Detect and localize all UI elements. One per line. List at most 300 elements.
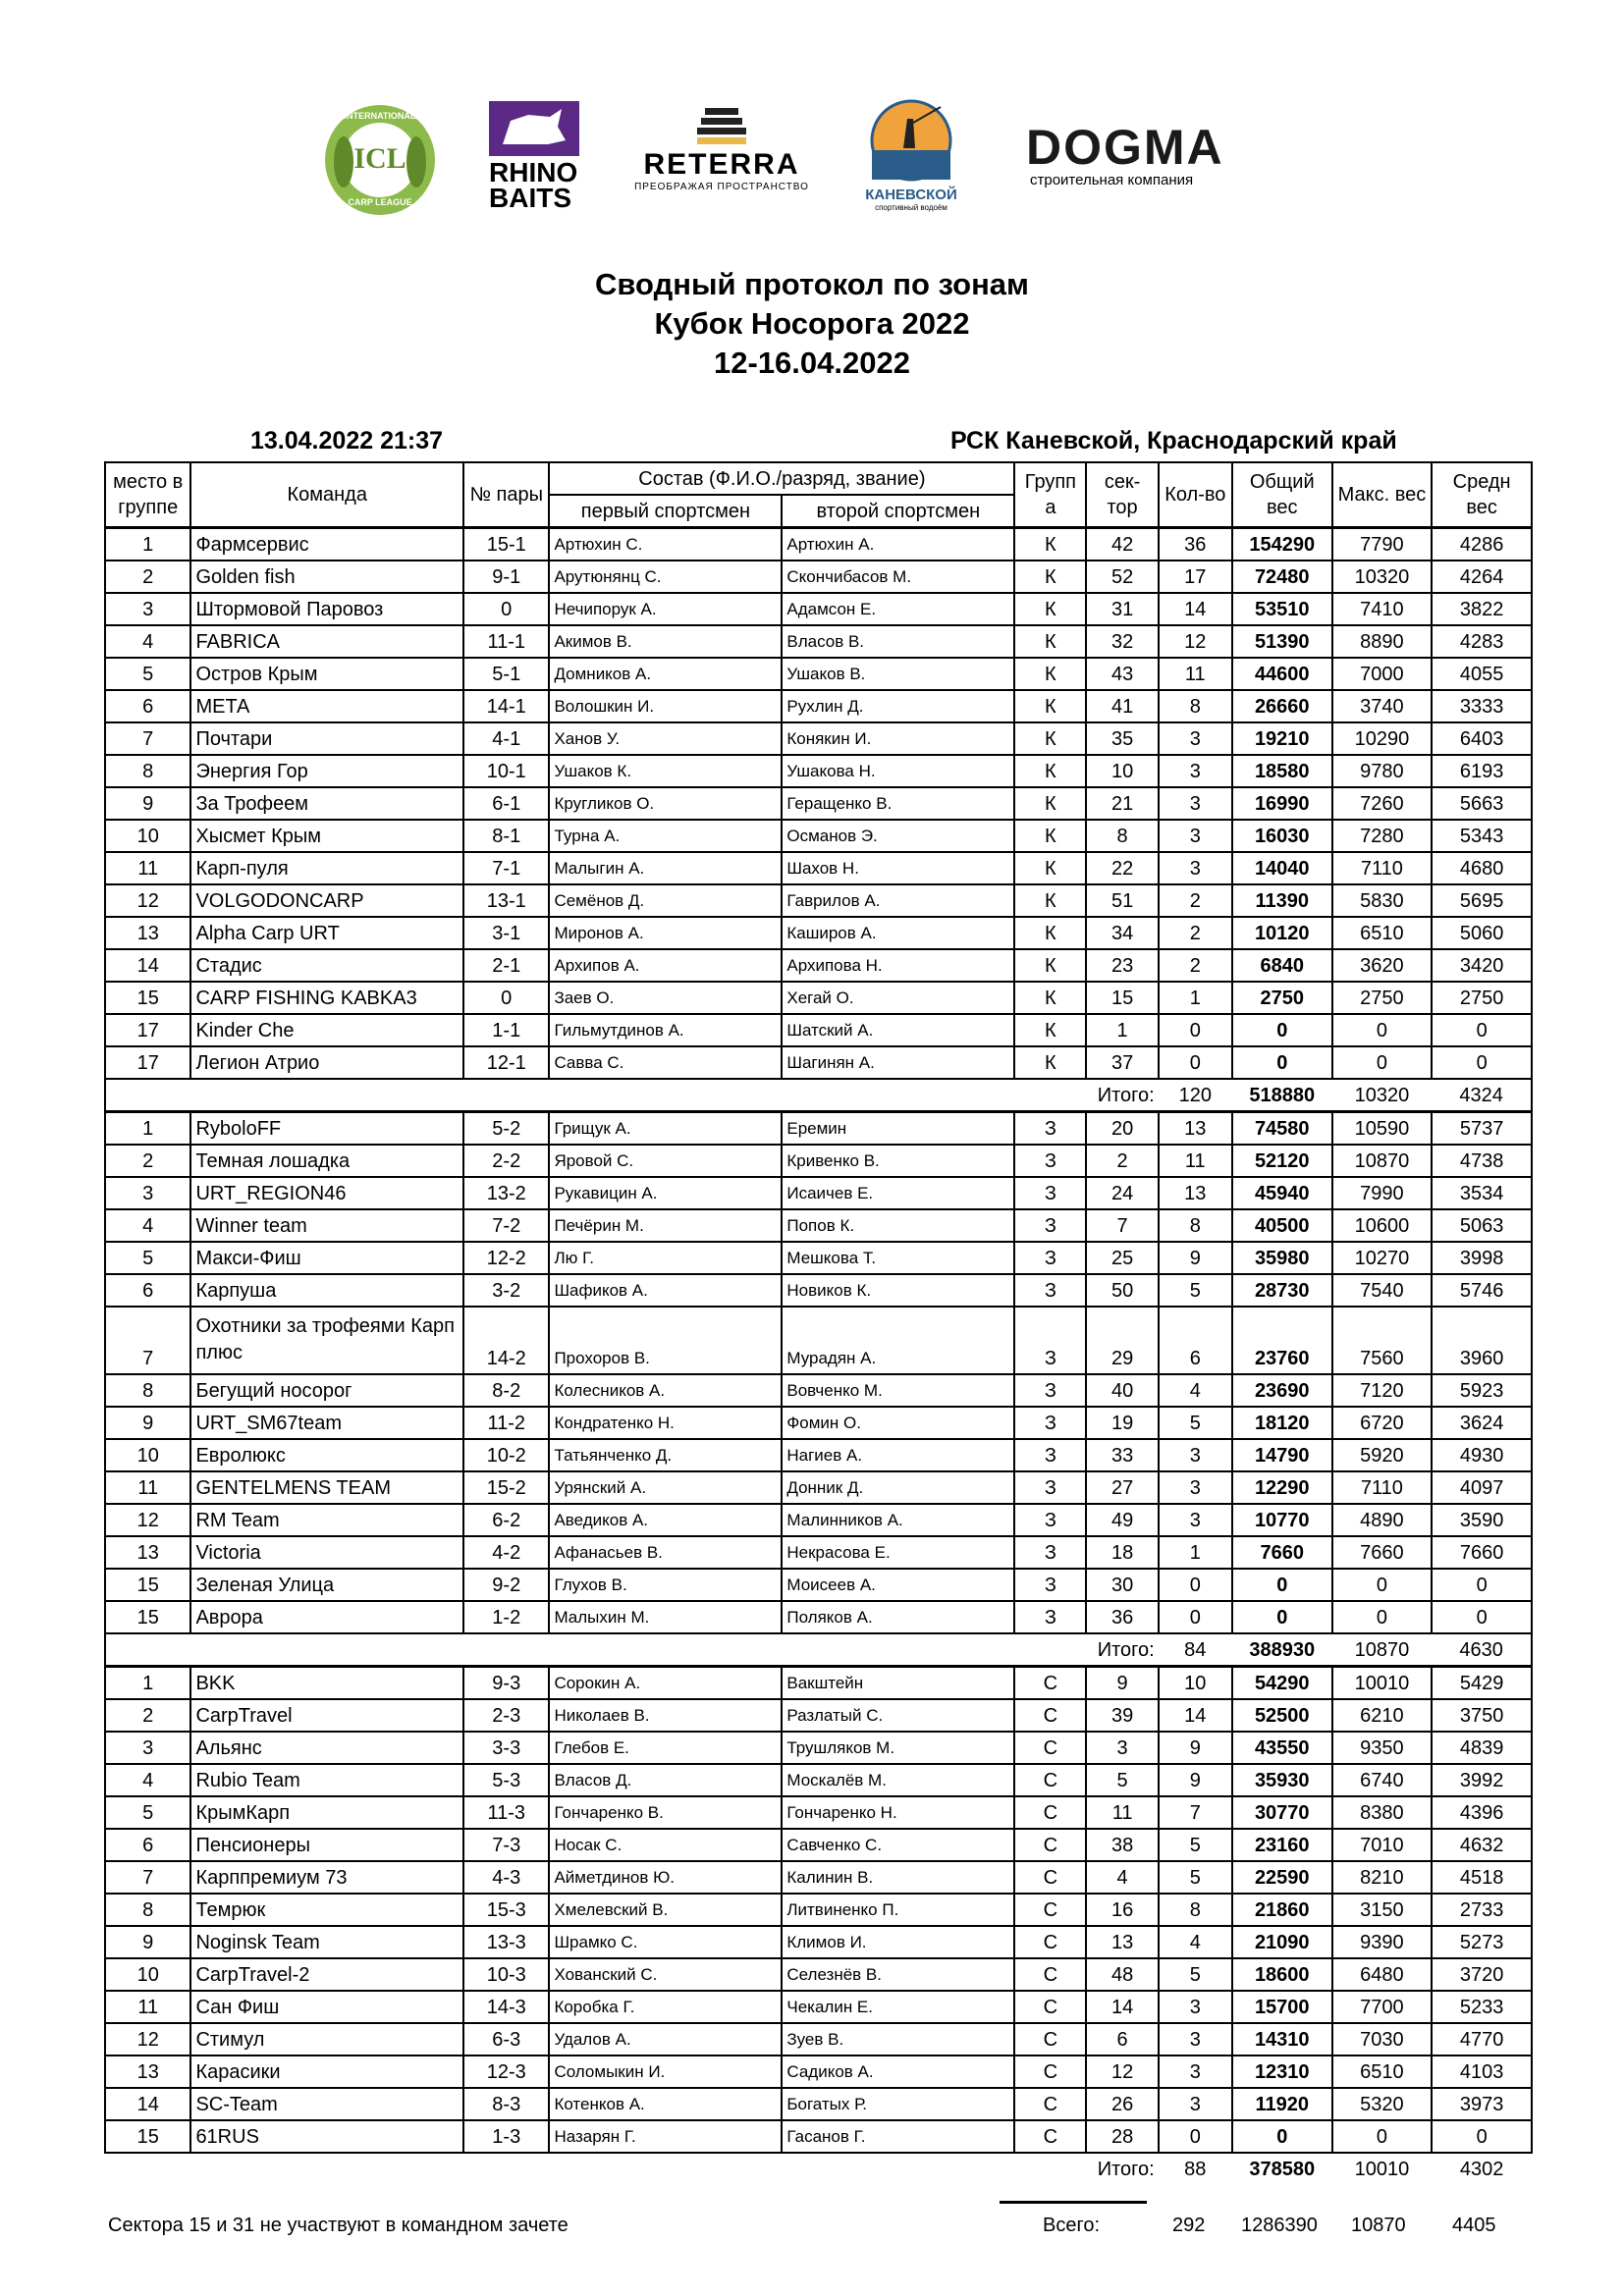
cell-max-weight: 6510 [1332,917,1433,949]
cell-pair: 7-2 [463,1209,549,1242]
cell-first-athlete: Шафиков А. [549,1274,782,1307]
cell-first-athlete: Аведиков А. [549,1504,782,1536]
cell-group: З [1014,1504,1086,1536]
cell-total-weight: 53510 [1232,593,1332,625]
table-row [105,1699,1532,1732]
cell-first-athlete: Удалов А. [549,2023,782,2056]
cell-total-weight: 35930 [1232,1764,1332,1796]
table-row [105,1764,1532,1796]
cell-group: К [1014,658,1086,690]
cell-max-weight: 8890 [1332,625,1433,658]
cell-first-athlete: Шрамко С. [549,1926,782,1958]
cell-first-athlete: Акимов В. [549,625,782,658]
cell-pair: 6-3 [463,2023,549,2056]
subtotal-label: Итого: [1086,1079,1158,1112]
cell-total-weight: 54290 [1232,1667,1332,1700]
cell-place: 4 [105,625,190,658]
cell-group: К [1014,561,1086,593]
cell-place: 8 [105,755,190,787]
cell-total-weight: 21860 [1232,1894,1332,1926]
cell-second-athlete: Конякин И. [782,722,1014,755]
cell-sector: 12 [1086,2056,1158,2088]
cell-pair: 3-3 [463,1732,549,1764]
rhino-baits-logo [489,101,582,214]
cell-count: 3 [1159,722,1232,755]
cell-first-athlete: Котенков А. [549,2088,782,2120]
header-total: Общий вес [1232,462,1332,528]
cell-total-weight: 18600 [1232,1958,1332,1991]
cell-first-athlete: Яровой С. [549,1145,782,1177]
table-row [105,1112,1532,1146]
cell-team: Карппремиум 73 [190,1861,463,1894]
cell-group: З [1014,1177,1086,1209]
cell-first-athlete: Сорокин А. [549,1667,782,1700]
cell-count: 10 [1159,1667,1232,1700]
cell-count: 3 [1159,1991,1232,2023]
subtotal-total: 388930 [1232,1633,1332,1667]
cell-second-athlete: Архипова Н. [782,949,1014,982]
cell-second-athlete: Малинников А. [782,1504,1014,1536]
cell-max-weight: 7110 [1332,852,1433,884]
cell-max-weight: 7280 [1332,820,1433,852]
cell-total-weight: 23160 [1232,1829,1332,1861]
cell-max-weight: 3150 [1332,1894,1433,1926]
cell-avg-weight: 5746 [1432,1274,1532,1307]
cell-team: RM Team [190,1504,463,1536]
cell-count: 4 [1159,1926,1232,1958]
cell-max-weight: 5920 [1332,1439,1433,1471]
cell-group: С [1014,2120,1086,2153]
cell-place: 17 [105,1046,190,1079]
cell-place: 7 [105,1861,190,1894]
cell-max-weight: 10590 [1332,1112,1433,1146]
cell-avg-weight: 7660 [1432,1536,1532,1569]
cell-sector: 34 [1086,917,1158,949]
cell-second-athlete: Чекалин Е. [782,1991,1014,2023]
cell-total-weight: 12290 [1232,1471,1332,1504]
cell-sector: 20 [1086,1112,1158,1146]
cell-group: С [1014,1958,1086,1991]
cell-team: SC-Team [190,2088,463,2120]
cell-pair: 4-2 [463,1536,549,1569]
cell-pair: 4-3 [463,1861,549,1894]
cell-sector: 42 [1086,528,1158,561]
table-row [105,2056,1532,2088]
cell-total-weight: 11920 [1232,2088,1332,2120]
cell-place: 1 [105,528,190,561]
cell-total-weight: 52120 [1232,1145,1332,1177]
cell-team: Остров Крым [190,658,463,690]
cell-second-athlete: Шатский А. [782,1014,1014,1046]
cell-team: Аврора [190,1601,463,1633]
cell-count: 3 [1159,1504,1232,1536]
cell-team: Макси-Фиш [190,1242,463,1274]
cell-group: З [1014,1471,1086,1504]
cell-team: Карпуша [190,1274,463,1307]
table-row [105,1796,1532,1829]
cell-max-weight: 0 [1332,1601,1433,1633]
cell-second-athlete: Адамсон Е. [782,593,1014,625]
cell-count: 3 [1159,2056,1232,2088]
cell-second-athlete: Разлатый С. [782,1699,1014,1732]
cell-pair: 2-1 [463,949,549,982]
cell-count: 0 [1159,1014,1232,1046]
cell-place: 13 [105,917,190,949]
cell-group: С [1014,2023,1086,2056]
cell-total-weight: 10120 [1232,917,1332,949]
table-row [105,1307,1532,1374]
cell-first-athlete: Рукавицин А. [549,1177,782,1209]
cell-group: С [1014,1991,1086,2023]
cell-place: 3 [105,1177,190,1209]
cell-avg-weight: 5923 [1432,1374,1532,1407]
cell-group: З [1014,1112,1086,1146]
grand-total-count: 292 [1172,2215,1206,2236]
cell-avg-weight: 3420 [1432,949,1532,982]
cell-sector: 30 [1086,1569,1158,1601]
cell-pair: 10-3 [463,1958,549,1991]
cell-group: С [1014,1667,1086,1700]
cell-total-weight: 52500 [1232,1699,1332,1732]
cell-total-weight: 74580 [1232,1112,1332,1146]
reterra-logo [628,105,815,203]
cell-team: CARP FISHING KABKA3 [190,982,463,1014]
cell-first-athlete: Афанасьев В. [549,1536,782,1569]
cell-count: 9 [1159,1242,1232,1274]
cell-max-weight: 10320 [1332,561,1433,593]
table-row [105,1991,1532,2023]
cell-pair: 12-3 [463,2056,549,2088]
cell-sector: 35 [1086,722,1158,755]
cell-team: Victoria [190,1536,463,1569]
cell-count: 8 [1159,1209,1232,1242]
cell-count: 8 [1159,1894,1232,1926]
cell-first-athlete: Грищук А. [549,1112,782,1146]
cell-pair: 1-3 [463,2120,549,2153]
cell-group: К [1014,690,1086,722]
table-row [105,820,1532,852]
cell-first-athlete: Лю Г. [549,1242,782,1274]
cell-group: С [1014,1764,1086,1796]
cell-count: 0 [1159,1046,1232,1079]
table-row [105,1242,1532,1274]
cell-first-athlete: Коробка Г. [549,1991,782,2023]
cell-count: 6 [1159,1307,1232,1374]
subtotal-avg: 4302 [1432,2153,1532,2184]
table-row [105,1177,1532,1209]
cell-count: 9 [1159,1764,1232,1796]
cell-group: К [1014,917,1086,949]
cell-place: 14 [105,949,190,982]
cell-second-athlete: Литвиненко П. [782,1894,1014,1926]
cell-max-weight: 9390 [1332,1926,1433,1958]
cell-avg-weight: 4283 [1432,625,1532,658]
cell-second-athlete: Садиков А. [782,2056,1014,2088]
header-first-athlete: первый спортсмен [549,495,782,528]
cell-pair: 1-1 [463,1014,549,1046]
cell-sector: 50 [1086,1274,1158,1307]
cell-group: К [1014,625,1086,658]
cell-total-weight: 35980 [1232,1242,1332,1274]
cell-sector: 5 [1086,1764,1158,1796]
subtotal-max: 10010 [1332,2153,1433,2184]
table-row [105,1894,1532,1926]
cell-group: К [1014,852,1086,884]
cell-total-weight: 16990 [1232,787,1332,820]
cell-team: Почтари [190,722,463,755]
cell-place: 3 [105,593,190,625]
cell-group: З [1014,1601,1086,1633]
cell-avg-weight: 4097 [1432,1471,1532,1504]
cell-pair: 10-1 [463,755,549,787]
cell-first-athlete: Архипов А. [549,949,782,982]
cell-pair: 5-2 [463,1112,549,1146]
cell-group: К [1014,593,1086,625]
cell-place: 6 [105,690,190,722]
cell-max-weight: 9780 [1332,755,1433,787]
dogma-tagline: строительная компания [1030,172,1194,188]
cell-avg-weight: 3750 [1432,1699,1532,1732]
cell-first-athlete: Нечипорук А. [549,593,782,625]
cell-second-athlete: Шагинян А. [782,1046,1014,1079]
cell-second-athlete: Новиков К. [782,1274,1014,1307]
cell-sector: 31 [1086,593,1158,625]
cell-sector: 28 [1086,2120,1158,2153]
cell-count: 17 [1159,561,1232,593]
cell-avg-weight: 4518 [1432,1861,1532,1894]
cell-group: З [1014,1307,1086,1374]
grand-total-avg: 4405 [1452,2215,1496,2236]
reterra-tagline: ПРЕОБРАЖАЯ ПРОСТРАНСТВО [634,182,809,192]
cell-pair: 5-1 [463,658,549,690]
cell-count: 12 [1159,625,1232,658]
cell-place: 5 [105,1796,190,1829]
grand-total-weight: 1286390 [1241,2215,1318,2236]
cell-first-athlete: Николаев В. [549,1699,782,1732]
cell-avg-weight: 3992 [1432,1764,1532,1796]
cell-total-weight: 18580 [1232,755,1332,787]
cell-sector: 10 [1086,755,1158,787]
cell-group: С [1014,1894,1086,1926]
cell-max-weight: 10270 [1332,1242,1433,1274]
cell-pair: 9-1 [463,561,549,593]
cell-sector: 48 [1086,1958,1158,1991]
cell-sector: 40 [1086,1374,1158,1407]
cell-second-athlete: Османов Э. [782,820,1014,852]
cell-avg-weight: 0 [1432,1046,1532,1079]
cell-sector: 14 [1086,1991,1158,2023]
cell-count: 3 [1159,2088,1232,2120]
cell-sector: 22 [1086,852,1158,884]
cell-sector: 38 [1086,1829,1158,1861]
cell-pair: 3-1 [463,917,549,949]
protocol-location: РСК Каневской, Краснодарский край [950,427,1397,454]
cell-max-weight: 7540 [1332,1274,1433,1307]
cell-place: 8 [105,1374,190,1407]
cell-second-athlete: Вакштейн [782,1667,1014,1700]
cell-sector: 3 [1086,1732,1158,1764]
cell-avg-weight: 4103 [1432,2056,1532,2088]
cell-total-weight: 11390 [1232,884,1332,917]
cell-pair: 11-3 [463,1796,549,1829]
cell-first-athlete: Гильмутдинов А. [549,1014,782,1046]
cell-count: 5 [1159,1958,1232,1991]
cell-place: 9 [105,1407,190,1439]
cell-total-weight: 45940 [1232,1177,1332,1209]
kanevskoy-logo [862,99,960,212]
cell-place: 11 [105,852,190,884]
cell-place: 14 [105,2088,190,2120]
cell-pair: 3-2 [463,1274,549,1307]
header-group: Группа [1014,462,1086,528]
cell-place: 15 [105,2120,190,2153]
cell-place: 13 [105,1536,190,1569]
table-row [105,1439,1532,1471]
cell-avg-weight: 3998 [1432,1242,1532,1274]
table-row [105,1601,1532,1633]
cell-team: Пенсионеры [190,1829,463,1861]
cell-team: GENTELMENS TEAM [190,1471,463,1504]
cell-pair: 15-3 [463,1894,549,1926]
cell-avg-weight: 3624 [1432,1407,1532,1439]
cell-sector: 29 [1086,1307,1158,1374]
cell-team: Темная лошадка [190,1145,463,1177]
cell-group: С [1014,1796,1086,1829]
cell-count: 5 [1159,1829,1232,1861]
cell-first-athlete: Волошкин И. [549,690,782,722]
cell-avg-weight: 4264 [1432,561,1532,593]
cell-first-athlete: Татьянченко Д. [549,1439,782,1471]
cell-max-weight: 10010 [1332,1667,1433,1700]
cell-avg-weight: 0 [1432,1601,1532,1633]
reterra-name: RETERRA [643,148,800,181]
cell-second-athlete: Москалёв М. [782,1764,1014,1796]
cell-count: 5 [1159,1407,1232,1439]
cell-team: VOLGODONCARP [190,884,463,917]
cell-pair: 2-2 [463,1145,549,1177]
cell-avg-weight: 2733 [1432,1894,1532,1926]
cell-first-athlete: Соломыкин И. [549,2056,782,2088]
cell-team: CarpTravel-2 [190,1958,463,1991]
cell-sector: 21 [1086,787,1158,820]
cell-second-athlete: Гончаренко Н. [782,1796,1014,1829]
cell-place: 1 [105,1112,190,1146]
cell-pair: 14-3 [463,1991,549,2023]
cell-avg-weight: 4396 [1432,1796,1532,1829]
cell-avg-weight: 0 [1432,1569,1532,1601]
table-row [105,1667,1532,1700]
cell-count: 5 [1159,1274,1232,1307]
cell-total-weight: 0 [1232,2120,1332,2153]
protocol-datetime: 13.04.2022 21:37 [250,427,444,454]
cell-avg-weight: 3822 [1432,593,1532,625]
subtotal-row [105,1633,1532,1667]
cell-count: 3 [1159,2023,1232,2056]
table-row [105,1926,1532,1958]
cell-team: Стадис [190,949,463,982]
grand-total-max: 10870 [1351,2215,1406,2236]
cell-first-athlete: Савва С. [549,1046,782,1079]
title-line-3: 12-16.04.2022 [714,346,910,380]
cell-max-weight: 10870 [1332,1145,1433,1177]
cell-sector: 25 [1086,1242,1158,1274]
cell-count: 36 [1159,528,1232,561]
cell-total-weight: 0 [1232,1046,1332,1079]
cell-sector: 26 [1086,2088,1158,2120]
table-row [105,1569,1532,1601]
cell-max-weight: 10290 [1332,722,1433,755]
cell-place: 10 [105,820,190,852]
cell-place: 2 [105,1699,190,1732]
cell-total-weight: 14790 [1232,1439,1332,1471]
cell-second-athlete: Ушаков В. [782,658,1014,690]
cell-team: Сан Фиш [190,1991,463,2023]
reterra-stack-icon [697,108,746,144]
cell-pair: 8-2 [463,1374,549,1407]
table-row [105,690,1532,722]
cell-count: 3 [1159,1439,1232,1471]
footer-note: Сектора 15 и 31 не участвуют в командном зачете [108,2215,568,2236]
subtotal-count: 88 [1159,2153,1232,2184]
cell-first-athlete: Урянский А. [549,1471,782,1504]
cell-avg-weight: 4680 [1432,852,1532,884]
cell-team: URT_SM67team [190,1407,463,1439]
cell-place: 4 [105,1209,190,1242]
cell-group: К [1014,755,1086,787]
cell-place: 4 [105,1764,190,1796]
cell-team: Winner team [190,1209,463,1242]
cell-first-athlete: Арутюнянц С. [549,561,782,593]
subtotal-avg: 4324 [1432,1079,1532,1112]
cell-group: З [1014,1274,1086,1307]
cell-max-weight: 0 [1332,1569,1433,1601]
cell-first-athlete: Назарян Г. [549,2120,782,2153]
cell-count: 3 [1159,755,1232,787]
cell-max-weight: 6210 [1332,1699,1433,1732]
cell-second-athlete: Власов В. [782,625,1014,658]
cell-sector: 13 [1086,1926,1158,1958]
cell-max-weight: 8210 [1332,1861,1433,1894]
cell-team: Бегущий носорог [190,1374,463,1407]
cell-second-athlete: Гаврилов А. [782,884,1014,917]
cell-second-athlete: Моисеев А. [782,1569,1014,1601]
cell-second-athlete: Поляков А. [782,1601,1014,1633]
table-row [105,561,1532,593]
cell-total-weight: 51390 [1232,625,1332,658]
cell-sector: 49 [1086,1504,1158,1536]
cell-place: 17 [105,1014,190,1046]
cell-count: 3 [1159,852,1232,884]
table-row [105,1407,1532,1439]
cell-max-weight: 8380 [1332,1796,1433,1829]
cell-count: 13 [1159,1177,1232,1209]
table-row [105,2120,1532,2153]
table-row [105,2088,1532,2120]
grand-total-rule [1000,2201,1147,2204]
cell-team: URT_REGION46 [190,1177,463,1209]
cell-avg-weight: 2750 [1432,982,1532,1014]
table-row [105,1145,1532,1177]
cell-sector: 6 [1086,2023,1158,2056]
cell-total-weight: 18120 [1232,1407,1332,1439]
header-composition: Состав (Ф.И.О./разряд, звание) [549,462,1014,495]
cell-max-weight: 7660 [1332,1536,1433,1569]
cell-second-athlete: Мешкова Т. [782,1242,1014,1274]
cell-pair: 6-2 [463,1504,549,1536]
table-row [105,658,1532,690]
cell-count: 8 [1159,690,1232,722]
cell-max-weight: 7410 [1332,593,1433,625]
